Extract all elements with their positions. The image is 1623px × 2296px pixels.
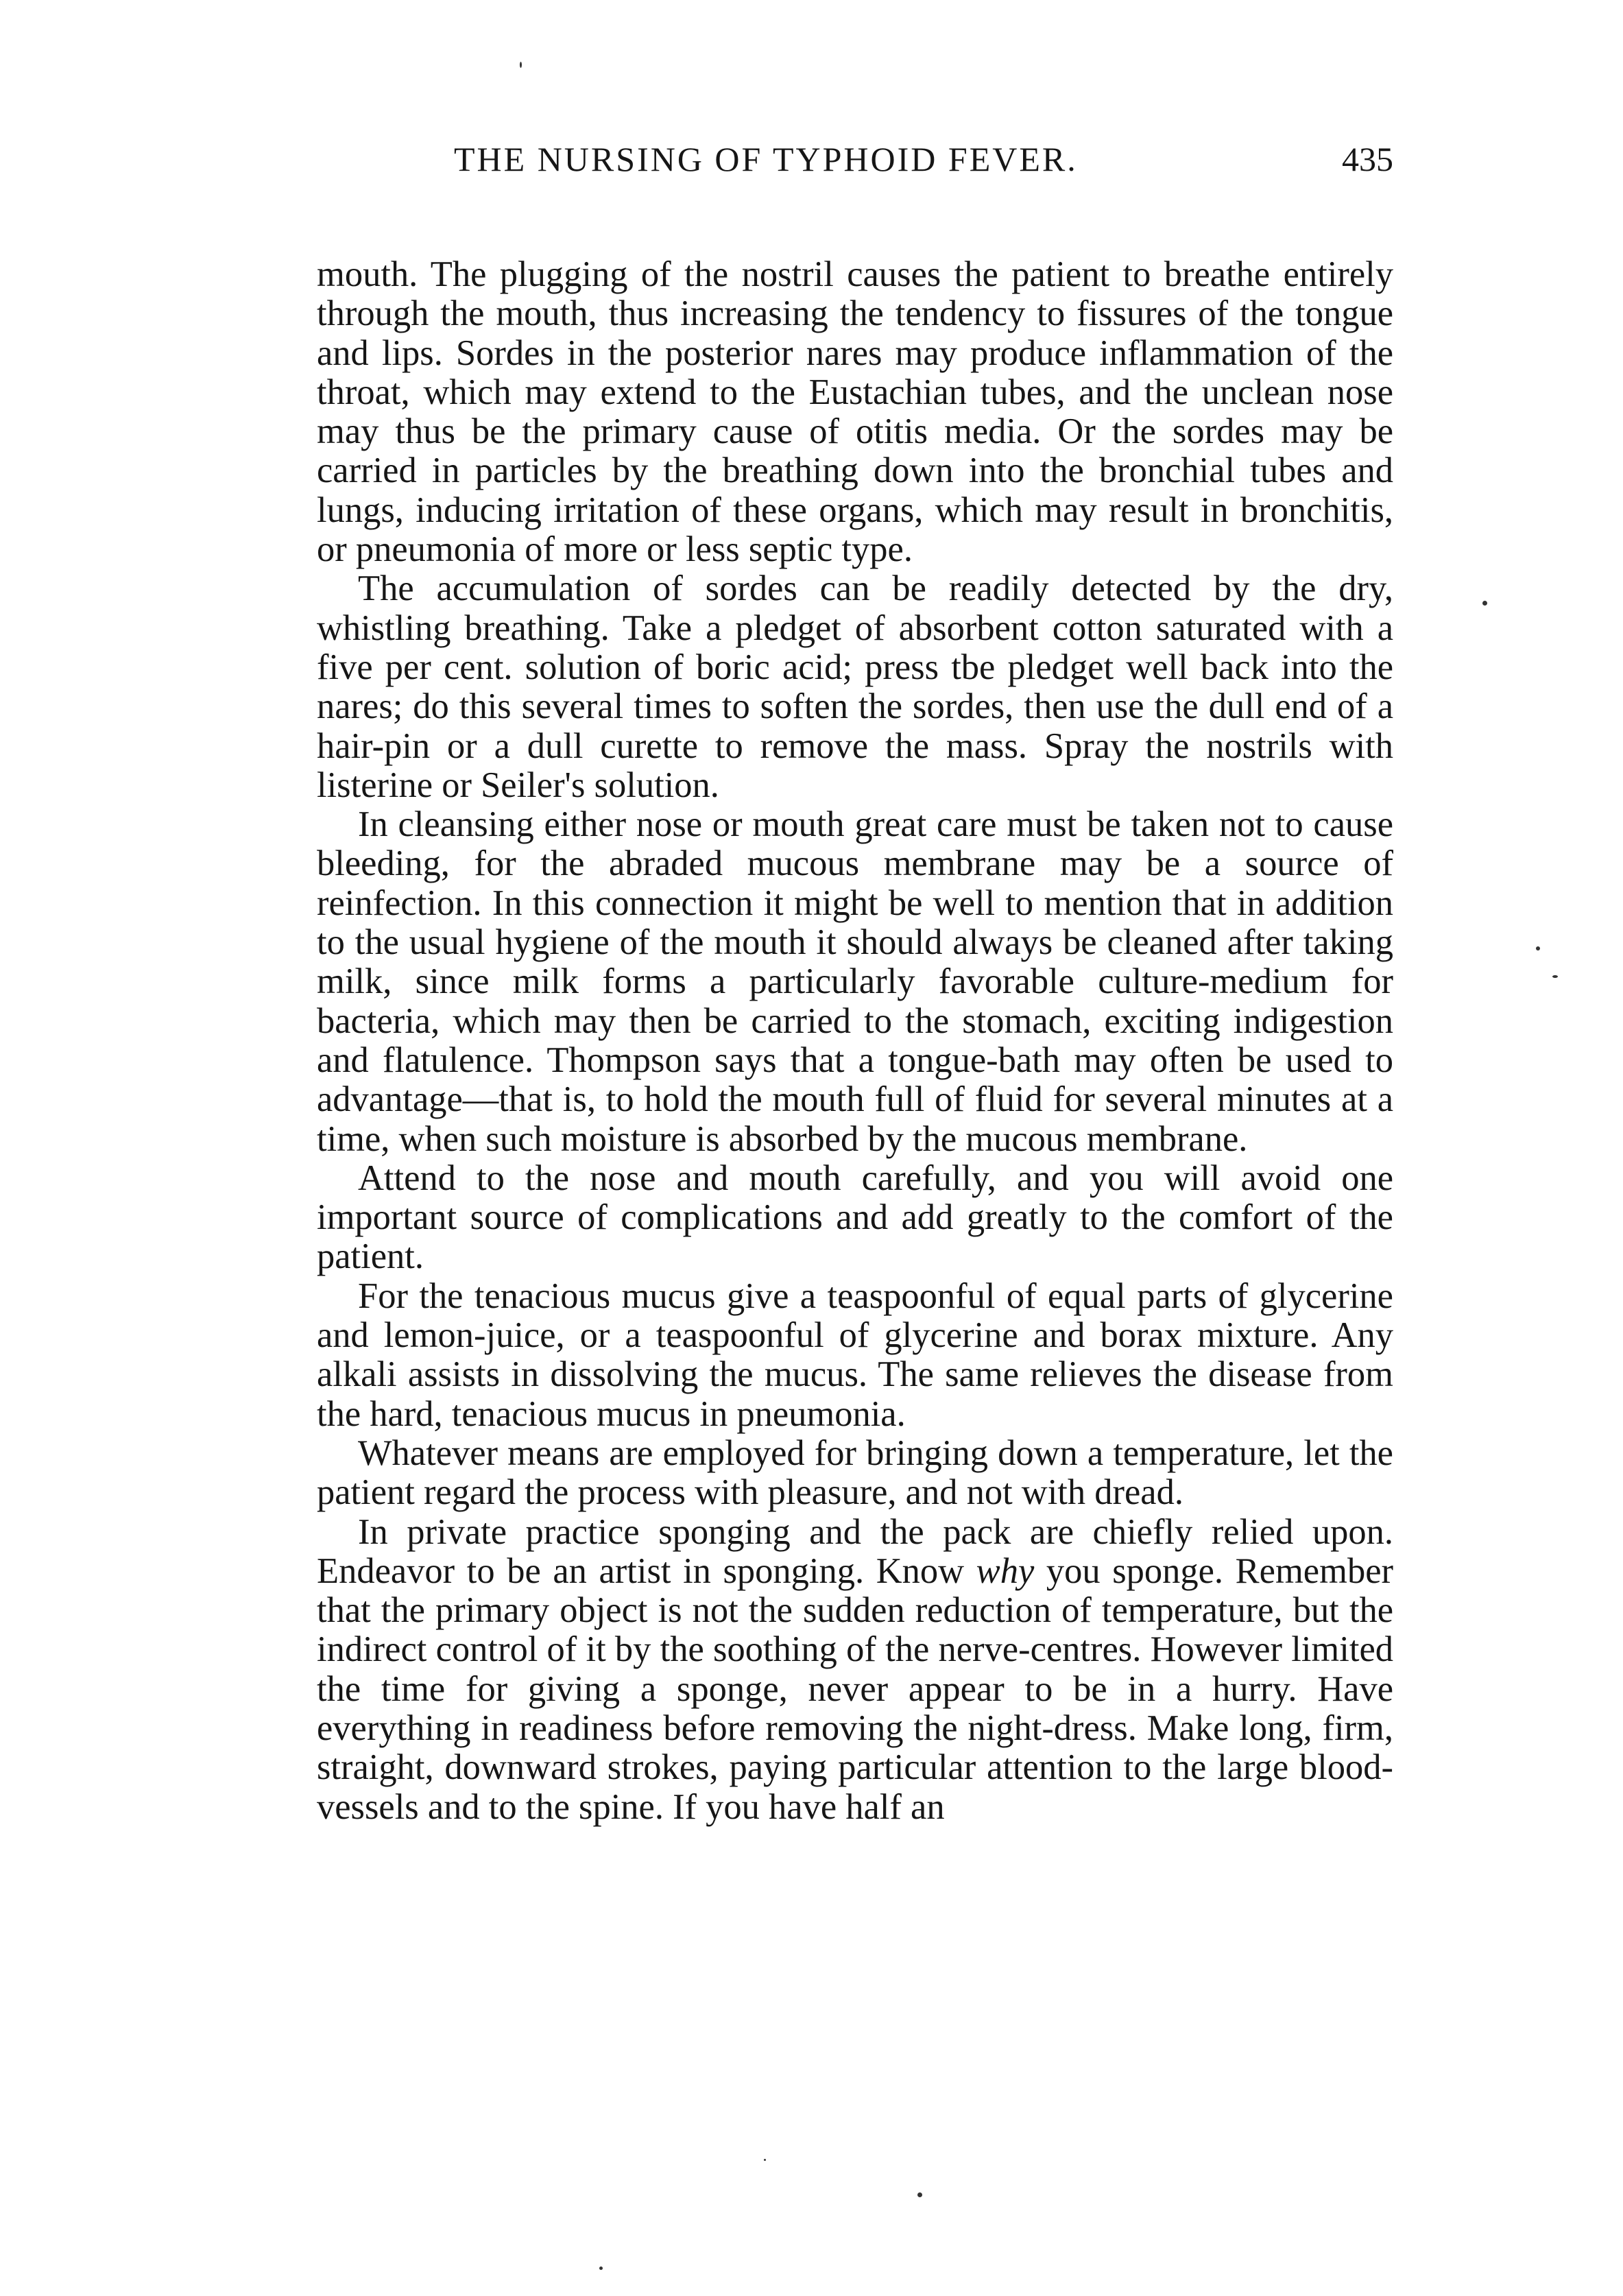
body-text [317,255,1393,1827]
scan-speck [764,2159,766,2161]
paragraph-attend-nose-mouth: Attend to the nose and mouth carefully, and you will avoid one important source of complications and add greatly to the comfort of the patient. [317,1158,1393,1277]
scan-speck [1536,946,1540,950]
page-number: 435 [1342,140,1393,178]
scan-speck [1482,601,1487,606]
sponging-text-after: you sponge. Remember that the primary object is not the sudden reduction of temperature, but the indirect control of it by the soothing of the nerve-centres. However limited the time for giving a sponge, never appear to be in a hurry. Have everything in readiness before removing the night-dress. Make long, firm, straight, downward strokes, paying particular attention to the large blood-vessels and to the spine. If you have half an [317,1551,1393,1827]
sponging-text-before: In private practice sponging and the pack are chiefly relied upon. Endeavor to be an artist in sponging. Know [317,1511,1393,1591]
running-title: THE NURSING OF TYPHOID FEVER. [454,140,1078,178]
paragraph-sordes-removal: The accumulation of sordes can be readily detected by the dry, whistling breathing. Take a pledget of absorbent cotton saturated with a five per cent. solution of boric acid; press tbe pledget well back into the nares; do this several times to soften the sordes, then use the dull end of a hair-pin or a dull curette to remove the mass. Spray the nostrils with listerine or Seiler's solution. [317,569,1393,805]
scan-speck [599,2267,603,2270]
running-head [317,134,1393,184]
paragraph-tenacious-mucus: For the tenacious mucus give a teaspoonful of equal parts of glycerine and lemon-juice, or a teaspoonful of glycerine and borax mixture. Any alkali assists in dissolving the mucus. The same relieves the disease from the hard, tenacious mucus in pneumonia. [317,1276,1393,1434]
paragraph-cleansing-care: In cleansing either nose or mouth great care must be taken not to cause bleeding, for the abraded mucous membrane may be a source of reinfection. In this connection it might be well to mention that in addition to the usual hygiene of the mouth it should always be cleaned after taking milk, since milk forms a particularly favorable culture-medium for bacteria, which may then be carried to the stomach, exciting indigestion and flatulence. Thompson says that a tongue-bath may often be used to advantage—that is, to hold the mouth full of fluid for several minutes at a time, when such moisture is absorbed by the mucous membrane. [317,804,1393,1159]
paragraph-sponging [317,1513,1393,1827]
paragraph-nose-hygiene-continued: mouth. The plugging of the nostril causes the patient to breathe entirely through the mouth, thus increasing the tendency to fissures of the tongue and lips. Sordes in the posterior nares may produce inflammation of the throat, which may extend to the Eustachian tubes, and the unclean nose may thus be the primary cause of otitis media. Or the sordes may be carried in particles by the breathing down into the bronchial tubes and lungs, inducing irritation of these organs, which may result in bronchitis, or pneumonia of more or less septic type. [317,254,1393,570]
paragraph-temperature-means: Whatever means are employed for bringing down a temperature, let the patient regard the process with pleasure, and not with dread. [317,1433,1393,1513]
emphasis-why: why [976,1551,1035,1591]
scan-speck [1552,975,1558,978]
scan-speck [520,62,522,68]
scan-speck [917,2192,922,2197]
